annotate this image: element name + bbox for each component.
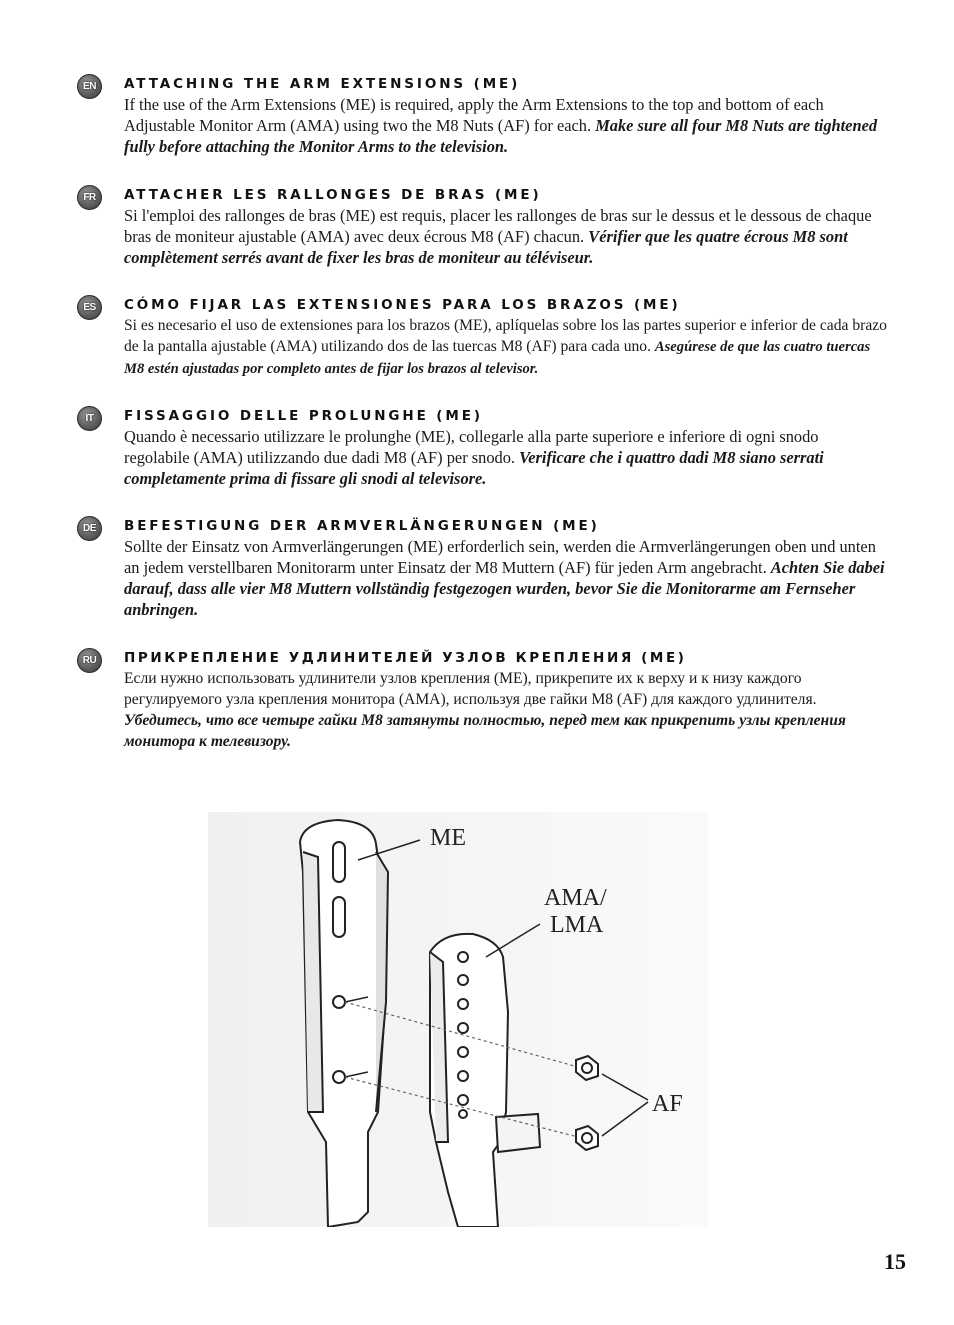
- assembly-diagram: [208, 812, 708, 1227]
- section-body: [124, 315, 888, 380]
- warning-text: Asegúrese de que las cuatro tuercas M8 estén ajustadas por completo antes de fijar los brazos al televisor.: [124, 339, 871, 377]
- language-badge-en: EN: [77, 74, 102, 99]
- instruction-text: Sollte der Einsatz von Armverlängerungen (ME) erforderlich sein, werden die Armverlängerungen oben und unten an jedem verstellbaren Monitorarm unter Einsatz der M8 Muttern (AF) für jeden Arm angebracht.: [124, 537, 876, 577]
- language-badge-fr: FR: [77, 185, 102, 210]
- instruction-text: Если нужно использовать удлинители узлов крепления (ME), прикрепите их к верху и к низу каждого регулируемого узла крепления монитора (AMA), используя две гайки M8 (AF) для каждого удлинителя.: [124, 670, 817, 708]
- label-af: AF: [652, 1091, 683, 1117]
- section-heading: CÓMO FIJAR LAS EXTENSIONES PARA LOS BRAZOS (ME): [124, 297, 681, 313]
- warning-text: Убедитесь, что все четыре гайки M8 затянуты полностью, перед тем как прикрепить узлы крепления монитора к телевизору.: [124, 712, 846, 750]
- language-badge-de: DE: [77, 516, 102, 541]
- section-heading: ATTACHING THE ARM EXTENSIONS (ME): [124, 76, 521, 92]
- language-badge-it: IT: [77, 406, 102, 431]
- label-me: ME: [430, 825, 466, 851]
- section-body: [124, 426, 888, 489]
- instruction-text: If the use of the Arm Extensions (ME) is required, apply the Arm Extensions to the top and bottom of each Adjustable Monitor Arm (AMA) using two the M8 Nuts (AF) for each.: [124, 95, 824, 135]
- section-heading: FISSAGGIO DELLE PROLUNGHE (ME): [124, 408, 483, 424]
- section-body: [124, 94, 888, 157]
- assembly-illustration: [208, 812, 708, 1227]
- language-badge-ru: RU: [77, 648, 102, 673]
- label-ama-line1: AMA/: [544, 885, 607, 911]
- warning-text: Make sure all four M8 Nuts are tightened fully before attaching the Monitor Arms to the television.: [124, 116, 878, 156]
- instruction-text: Quando è necessario utilizzare le prolunghe (ME), collegarle alla parte superiore e inferiore di ogni snodo regolabile (AMA) utilizzando due dadi M8 (AF) per snodo.: [124, 427, 819, 467]
- language-badge-es: ES: [77, 295, 102, 320]
- section-heading: ПРИКРЕПЛЕНИЕ УДЛИНИТЕЛЕЙ УЗЛОВ КРЕПЛЕНИЯ (ME): [124, 650, 687, 666]
- instruction-text: Si es necesario el uso de extensiones para los brazos (ME), aplíquelas sobre los las partes superior e inferior de cada brazo de la pantalla ajustable (AMA) utilizando dos de las tuercas M8 (AF) para cada uno.: [124, 317, 887, 355]
- warning-text: Achten Sie dabei darauf, dass alle vier M8 Muttern vollständig festgezogen wurden, bevor Sie die Monitorarme am Fernseher anbringen.: [124, 558, 885, 619]
- section-heading: ATTACHER LES RALLONGES DE BRAS (ME): [124, 187, 542, 203]
- page-number: 15: [884, 1249, 906, 1274]
- warning-text: Verificare che i quattro dadi M8 siano serrati completamente prima di fissare gli snodi al televisore.: [124, 448, 824, 488]
- warning-text: Vérifier que les quatre écrous M8 sont complètement serrés avant de fixer les bras de moniteur au téléviseur.: [124, 227, 848, 267]
- section-body: [124, 205, 888, 268]
- section-body: [124, 668, 888, 752]
- section-heading: BEFESTIGUNG DER ARMVERLÄNGERUNGEN (ME): [124, 518, 600, 534]
- section-body: [124, 536, 888, 620]
- label-ama-line2: LMA: [550, 912, 604, 938]
- instruction-text: Si l'emploi des rallonges de bras (ME) est requis, placer les rallonges de bras sur le dessus et le dessous de chaque bras de moniteur ajustable (AMA) avec deux écrous M8 (AF) chacun.: [124, 206, 872, 246]
